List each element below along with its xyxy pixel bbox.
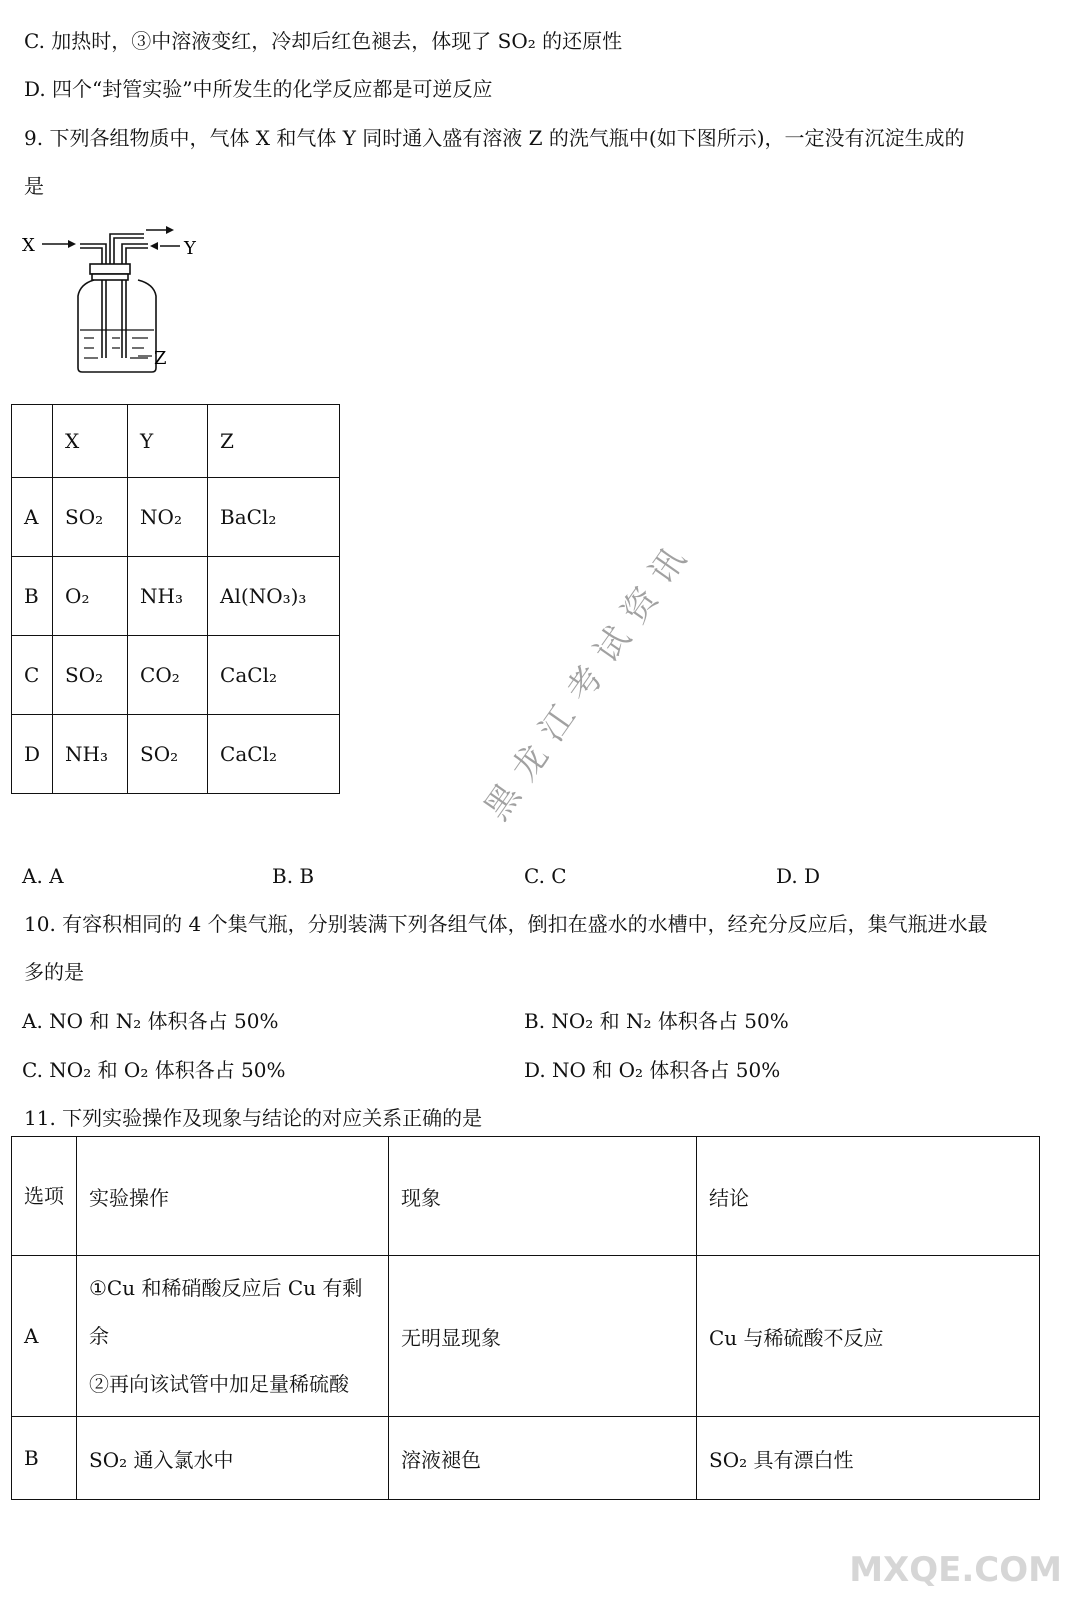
operation-cell: SO₂ 通入氯水中 <box>77 1417 389 1500</box>
table-row <box>12 1256 1040 1417</box>
table-header-row <box>12 1137 1040 1256</box>
q10-option-b: B. NO₂ 和 N₂ 体积各占 50% <box>524 1009 789 1033</box>
x-cell: SO₂ <box>53 636 128 715</box>
q10-option-d: D. NO 和 O₂ 体积各占 50% <box>524 1058 781 1082</box>
q9-answer-d: D. D <box>776 864 821 888</box>
q8-option-d: D. 四个“封管实验”中所发生的化学反应都是可逆反应 <box>24 77 493 101</box>
x-cell: O₂ <box>53 557 128 636</box>
option-cell: D <box>12 715 53 794</box>
conclusion-cell: Cu 与稀硫酸不反应 <box>697 1256 1040 1417</box>
option-cell: B <box>12 1417 77 1500</box>
header-cell: 结论 <box>697 1137 1040 1256</box>
site-logo: MXQE.COM <box>849 1550 1062 1590</box>
table-row <box>12 478 340 557</box>
z-cell: Al(NO₃)₃ <box>208 557 340 636</box>
y-cell: NH₃ <box>128 557 208 636</box>
q9-options-table <box>11 404 340 794</box>
header-cell: X <box>53 405 128 478</box>
x-cell: NH₃ <box>53 715 128 794</box>
q9-answer-b: B. B <box>272 864 315 888</box>
phenomenon-cell: 溶液褪色 <box>389 1417 697 1500</box>
z-cell: CaCl₂ <box>208 715 340 794</box>
conclusion-cell: SO₂ 具有漂白性 <box>697 1417 1040 1500</box>
q9-answer-a: A. A <box>22 864 64 888</box>
option-cell: C <box>12 636 53 715</box>
q10-option-c: C. NO₂ 和 O₂ 体积各占 50% <box>22 1058 286 1082</box>
y-cell: NO₂ <box>128 478 208 557</box>
q9-stem-line1: 9. 下列各组物质中，气体 X 和气体 Y 同时通入盛有溶液 Z 的洗气瓶中(如下图所示)，一定没有沉淀生成的 <box>24 126 965 150</box>
table-header-row <box>12 405 340 478</box>
table-row <box>12 636 340 715</box>
header-cell <box>12 405 53 478</box>
q10-stem-line2: 多的是 <box>24 960 84 984</box>
table-row <box>12 1417 1040 1500</box>
header-cell: 现象 <box>389 1137 697 1256</box>
watermark-text: 黑龙江考试资讯 <box>476 529 703 828</box>
q10-option-a: A. NO 和 N₂ 体积各占 50% <box>22 1009 279 1033</box>
label-z: Z <box>154 348 167 369</box>
q11-options-table <box>11 1136 1040 1500</box>
label-y: Y <box>184 238 196 259</box>
z-cell: CaCl₂ <box>208 636 340 715</box>
operation-line: ②再向该试管中加足量稀硫酸 <box>89 1372 349 1396</box>
table-row <box>12 557 340 636</box>
header-cell: Y <box>128 405 208 478</box>
option-cell: A <box>12 478 53 557</box>
phenomenon-cell: 无明显现象 <box>389 1256 697 1417</box>
y-cell: CO₂ <box>128 636 208 715</box>
label-x: X <box>22 235 35 256</box>
table-row <box>12 715 340 794</box>
y-cell: SO₂ <box>128 715 208 794</box>
operation-cell <box>77 1256 389 1417</box>
header-cell: 实验操作 <box>77 1137 389 1256</box>
q8-option-c: C. 加热时，③中溶液变红，冷却后红色褪去，体现了 SO₂ 的还原性 <box>24 29 623 53</box>
q11-stem: 11. 下列实验操作及现象与结论的对应关系正确的是 <box>24 1106 483 1130</box>
x-cell: SO₂ <box>53 478 128 557</box>
operation-line: 余 <box>89 1324 109 1348</box>
operation-line: ①Cu 和稀硝酸反应后 Cu 有剩 <box>89 1276 363 1300</box>
q10-stem-line1: 10. 有容积相同的 4 个集气瓶，分别装满下列各组气体，倒扣在盛水的水槽中，经充分反应后，集气瓶进水最 <box>24 912 988 936</box>
option-cell: A <box>12 1256 77 1417</box>
header-cell: Z <box>208 405 340 478</box>
q9-answer-c: C. C <box>524 864 567 888</box>
z-cell: BaCl₂ <box>208 478 340 557</box>
header-cell: 选项 <box>12 1137 77 1256</box>
q9-stem-line2: 是 <box>24 174 44 198</box>
option-cell: B <box>12 557 53 636</box>
wash-bottle-diagram <box>20 218 220 378</box>
